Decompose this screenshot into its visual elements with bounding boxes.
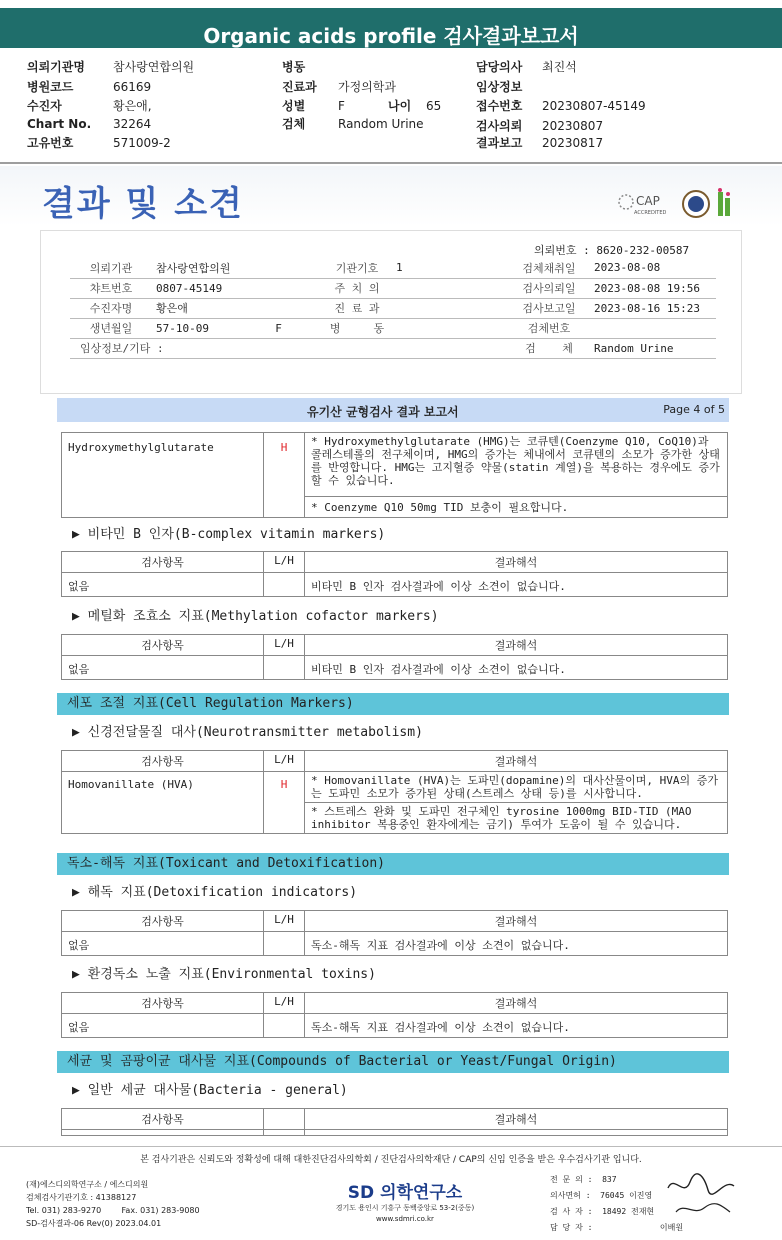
patient-info bbox=[0, 52, 782, 162]
receipt-field: 접수번호 20230807-45149 bbox=[476, 99, 646, 113]
table-row: * 스트레스 완화 및 도파민 전구체인 tyrosine 1000mg BID-TID (MAO inhibitor 복용중인 환자에게는 금기) 투여가 도움이 될 수 있습니다. bbox=[62, 803, 728, 834]
footer-note: 본 검사기관은 신뢰도와 정확성에 대해 대한진단검사의학회 / 진단검사의학재단 / CAP의 신임 인증을 받은 우수검사기관 입니다. bbox=[140, 1155, 642, 1165]
table-header: 검사항목 L/H 결과해석 bbox=[62, 635, 728, 656]
sex-field: 성별 F bbox=[282, 99, 345, 113]
chart-field: Chart No. 32264 bbox=[27, 117, 152, 131]
header-divider bbox=[0, 162, 782, 164]
toxicant-bar: 독소-해독 지표(Toxicant and Detoxification) bbox=[57, 853, 729, 875]
clinical-field: 임상정보 bbox=[476, 80, 523, 94]
table-row: 없음 독소-해독 지표 검사결과에 이상 소견이 없습니다. bbox=[62, 932, 728, 956]
table-header: 검사항목 L/H 결과해석 bbox=[62, 552, 728, 573]
patient-field: 수진자 황은애, bbox=[27, 99, 152, 113]
footer-divider bbox=[0, 1146, 782, 1147]
footer-signatories: 전 문 의 : 837 의사면허 : 76045 이진영 검 사 자 : 18492 전재현 담 당 자 : 이배원 bbox=[550, 1175, 684, 1232]
table-row bbox=[62, 1130, 728, 1136]
result-title: 결과 및 소견 bbox=[42, 184, 244, 224]
ward-field: 병동 bbox=[282, 60, 306, 74]
methyl-table bbox=[61, 634, 728, 680]
table-row: Homovanillate (HVA) H * Homovanillate (HVA)는 도파민(dopamine)의 대사산물이며, HVA의 증가는 도파민 소모가 증가된 상태(스트레스 상태 등)를 시사합니다. bbox=[62, 772, 728, 803]
signature-image bbox=[664, 1168, 744, 1220]
table-row: Hydroxymethylglutarate H * Hydroxymethylglutarate (HMG)는 코큐텐(Coenzyme Q10, CoQ10)과 콜레스테롤의 전구체이며, HMG의 증가는 체내에서 코큐텐의 소모가 증가한 상태를 반영합니다. HMG는 고지혈증 약물(statin 계열)을 복용하는 경우에도 증가할 수 있습니다. bbox=[62, 433, 728, 497]
vitb-heading: ▶ 비타민 B 인자(B-complex vitamin markers) bbox=[72, 527, 386, 542]
logo-graphics bbox=[616, 188, 736, 222]
bact-table bbox=[61, 1108, 728, 1136]
table-row: 없음 비타민 B 인자 검사결과에 이상 소견이 없습니다. bbox=[62, 573, 728, 597]
detox-heading: ▶ 해독 지표(Detoxification indicators) bbox=[72, 885, 358, 900]
dept-field: 진료과 가정의학과 bbox=[282, 80, 396, 94]
bact-general-heading: ▶ 일반 세균 대사물(Bacteria - general) bbox=[72, 1083, 348, 1098]
methyl-heading: ▶ 메틸화 조효소 지표(Methylation cofactor markers) bbox=[72, 609, 439, 624]
vitb-table bbox=[61, 551, 728, 597]
request-field: 검사의뢰 20230807 bbox=[476, 119, 604, 133]
env-heading: ▶ 환경독소 노출 지표(Environmental toxins) bbox=[72, 967, 376, 982]
table-header: 검사항목 결과해석 bbox=[62, 1109, 728, 1130]
cap-logo-sub: ACCREDITED bbox=[634, 210, 667, 216]
bacterial-bar: 세균 및 곰팡이균 대사물 지표(Compounds of Bacterial or Yeast/Fungal Origin) bbox=[57, 1051, 729, 1073]
detox-table bbox=[61, 910, 728, 956]
cap-logo-text: CAP bbox=[636, 194, 660, 208]
hmg-table bbox=[61, 432, 728, 518]
table-row: 없음 독소-해독 지표 검사결과에 이상 소견이 없습니다. bbox=[62, 1014, 728, 1038]
page-indicator: Page 4 of 5 bbox=[663, 403, 725, 416]
table-row: * Coenzyme Q10 50mg TID 보충이 필요합니다. bbox=[62, 497, 728, 518]
doctor-field: 담당의사 최진석 bbox=[476, 60, 577, 74]
cell-regulation-bar: 세포 조절 지표(Cell Regulation Markers) bbox=[57, 693, 729, 715]
info-row: 임상정보/기타 : 검 체 Random Urine bbox=[70, 338, 716, 358]
table-header: 검사항목 L/H 결과해석 bbox=[62, 993, 728, 1014]
report-title-bar bbox=[0, 0, 782, 48]
id-field: 고유번호 571009-2 bbox=[27, 136, 171, 150]
report-section-title: 유기산 균형검사 결과 보고서 bbox=[307, 405, 459, 419]
sd-logo: SD 의학연구소 bbox=[347, 1183, 463, 1203]
request-info-table bbox=[70, 258, 716, 359]
report-title: Organic acids profile 검사결과보고서 bbox=[203, 24, 579, 48]
neuro-table bbox=[61, 750, 728, 834]
hospital-field: 의뢰기관명 참사랑연합의원 bbox=[27, 60, 195, 74]
table-row: 없음 비타민 B 인자 검사결과에 이상 소견이 없습니다. bbox=[62, 656, 728, 680]
age-field: 나이 65 bbox=[388, 99, 442, 113]
accreditation-logos bbox=[616, 188, 736, 222]
footer-brand: SD 의학연구소 경기도 용인시 기흥구 동백중앙로 53-2(중동) www.sdmri.co.kr bbox=[320, 1178, 490, 1225]
request-number: 의뢰번호 : 8620-232-00587 bbox=[534, 244, 690, 257]
report-section-bar bbox=[57, 398, 729, 422]
info-row: 의뢰기관 참사랑연합의원 기관기호 1 검체채취일 2023-08-08 bbox=[70, 258, 716, 278]
table-header: 검사항목 L/H 결과해석 bbox=[62, 751, 728, 772]
info-row: 수진자명 황은애 진 료 과 검사보고일 2023-08-16 15:23 bbox=[70, 298, 716, 318]
specimen-field: 검체 Random Urine bbox=[282, 117, 424, 131]
neuro-heading: ▶ 신경전달물질 대사(Neurotransmitter metabolism) bbox=[72, 725, 423, 740]
report-date-field: 결과보고 20230817 bbox=[476, 136, 604, 150]
table-header: 검사항목 L/H 결과해석 bbox=[62, 911, 728, 932]
info-row: 생년월일 57-10-09 F 병 동 검체번호 bbox=[70, 318, 716, 338]
env-table bbox=[61, 992, 728, 1038]
footer-lab-info: (재)에스디의학연구소 / 에스디의원 검체검사기관기호 : 41388127 Tel. 031) 283-9270 Fax. 031) 283-9080 SD-검사결과-06 Rev(0) 2023.04.01 bbox=[26, 1180, 200, 1228]
info-row: 챠트번호 0807-45149 주 치 의 검사의뢰일 2023-08-08 19:56 bbox=[70, 278, 716, 298]
code-field: 병원코드 66169 bbox=[27, 80, 152, 94]
